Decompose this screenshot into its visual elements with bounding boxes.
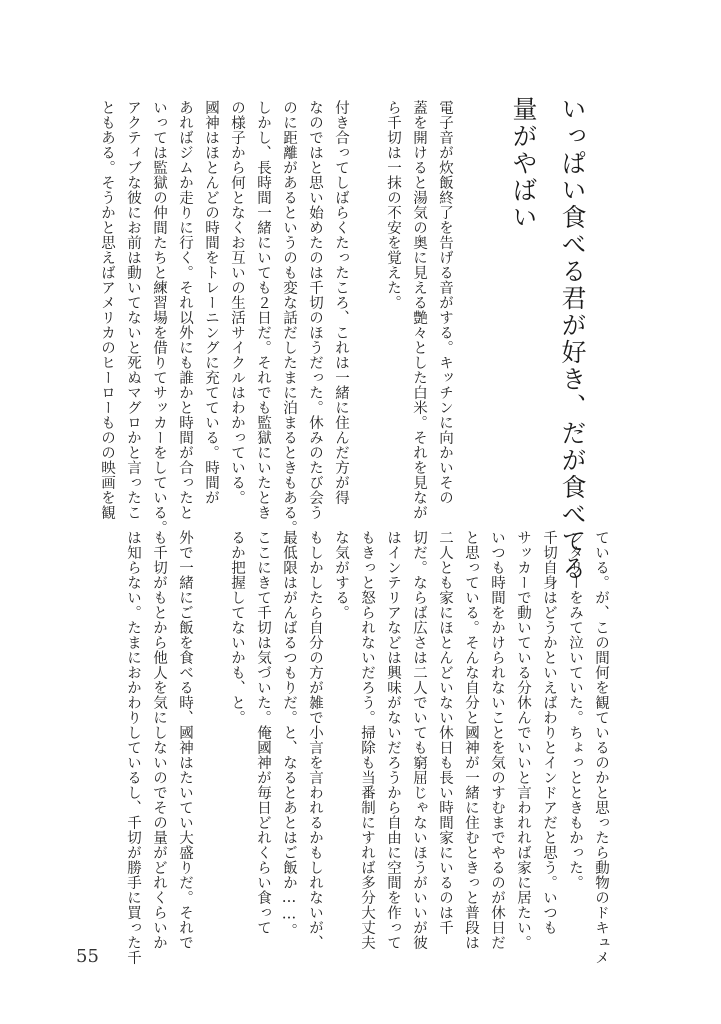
text-column: な気がする。 <box>333 530 349 620</box>
text-column: 二人とも家にほとんどいない休日も長い時間家にいるのは千 <box>437 530 453 935</box>
text-column: しかし、長時間一緒にいても２日だ。それでも監獄にいたとき <box>255 100 271 520</box>
text-column: 蓋を開けると湯気の奥に見える艶々とした白米。それを見なが <box>411 100 427 520</box>
text-column: もきっと怒られないだろう。掃除も当番制にすれば多分大丈夫 <box>359 530 375 950</box>
text-column: の様子から何となくお互いの生活サイクルはわかっている。 <box>229 100 245 505</box>
text-column: いつも時間をかけられないことを気のすむまでやるのが休日だ <box>489 530 505 950</box>
text-column: サッカーで動いている分休んでいいと言われれば家に居たい。 <box>515 530 531 950</box>
text-column: 外で一緒にご飯を食べる時、國神はたいてい大盛りだ。それで <box>177 530 193 950</box>
text-column: あればジムか走りに行く。それ以外にも誰かと時間が合ったと <box>177 100 193 520</box>
title-line-1: いっぱい食べる君が好き、だが食べてる <box>558 96 587 582</box>
title-line-2: 量がやばい <box>509 96 538 231</box>
text-column: と思っている。そんな自分と國神が一緒に住むときっと普段は <box>463 530 479 950</box>
text-column: 切だ。ならば広さは二人でいても窮屈じゃないほうがいいが彼 <box>411 530 427 950</box>
page-number: 55 <box>76 946 99 967</box>
text-column: アクティブな彼にお前は動いてないと死ぬマグロかと言ったこ <box>125 100 141 520</box>
text-column: は知らない。たまにおかわりしているし、千切が勝手に買った千 <box>125 530 141 965</box>
text-column: ともある。そうかと思えばアメリカのヒーローものの映画を観 <box>99 100 115 520</box>
text-column: ら千切は一抹の不安を覚えた。 <box>385 100 401 310</box>
text-column: ここにきて千切は気づいた。俺國神が毎日どれくらい食って <box>255 530 271 935</box>
text-column: 千切自身はどうかといえばわりとインドアだと思う。いつも <box>541 530 557 935</box>
text-column: 付き合ってしばらくたったころ、これは一緒に住んだ方が得 <box>333 100 349 505</box>
text-column: 國神はほとんどの時間をトレーニングに充てている。時間が <box>203 100 219 505</box>
text-column: ている。が、この間何を観ているのかと思ったら動物のドキュメ <box>593 530 609 965</box>
text-column: ンタリーをみて泣いていた。ちょっとときもかった。 <box>567 530 583 890</box>
text-column: 電子音が炊飯終了を告げる音がする。キッチンに向かいその <box>437 100 453 505</box>
text-column: 最低限はがんばるつもりだ。と、なるとあとはご飯か……。 <box>281 530 297 938</box>
text-column: なのではと思い始めたのは千切のほうだった。休みのたび会う <box>307 100 323 520</box>
text-column: いっては監獄の仲間たちと練習場を借りてサッカーをしている。 <box>151 100 167 535</box>
text-column: もしかしたら自分の方が雑で小言を言われるかもしれないが、 <box>307 530 323 950</box>
text-column: のに距離があるというのも変な話だしたまに泊まるときもある。 <box>281 100 297 535</box>
text-column: も千切がもとから他人を気にしないのでその量がどれくらいか <box>151 530 167 950</box>
text-column: はインテリアなどは興味がないだろうから自由に空間を作って <box>385 530 401 950</box>
text-column: るか把握してないかも、と。 <box>229 530 245 725</box>
